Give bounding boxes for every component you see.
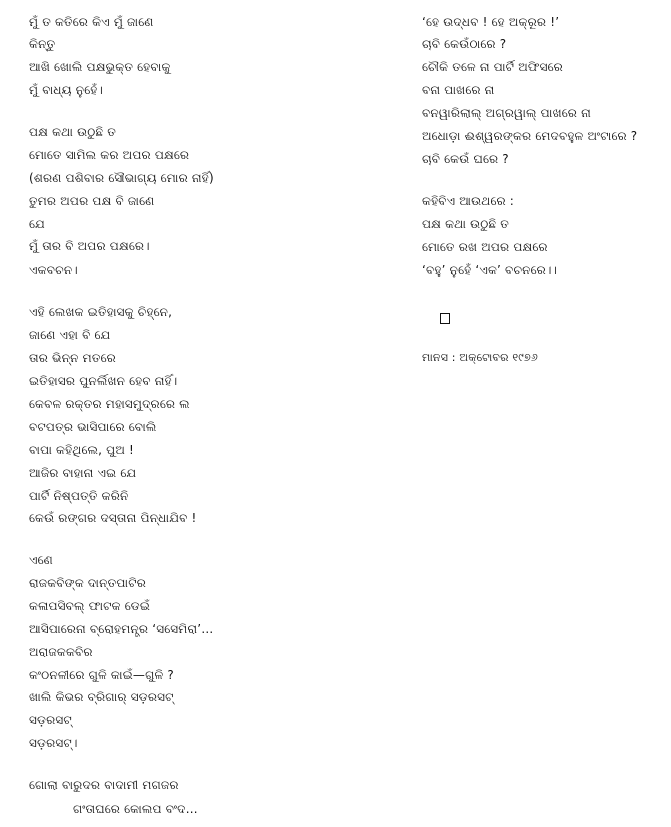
poem-left-line-3: ଆଖି ଖୋଲି ପକ୍ଷଭୁକ୍ତ ହେବାକୁ bbox=[29, 60, 171, 74]
poem-left-line-5: ପକ୍ଷ କଥା ଉଠୁଛି ତ bbox=[29, 125, 117, 139]
poem-left-line-23: ରାଜକବିଙ୍କ ଦାନ୍ତପାଟିର bbox=[29, 576, 147, 590]
poem-left-line-1: ମୁଁ ତ କତିରେ କିଏ ମୁଁ ଜାଣେ bbox=[29, 15, 154, 29]
poem-right-line-2: ଚାବି କେଉଁଠାରେ ? bbox=[422, 37, 507, 51]
poem-left-line-31: ଗୋଲା ବାରୁଦର ବାଦାମୀ ମଗଜର bbox=[29, 778, 179, 792]
poem-left-line-9: ଯେ bbox=[29, 217, 45, 231]
poem-right-line-9: ପକ୍ଷ କଥା ଉଠୁଛି ତ bbox=[422, 217, 510, 231]
poem-left-line-10: ମୁଁ ତାର ବି ଅପର ପକ୍ଷରେ। bbox=[29, 239, 150, 253]
poem-left-line-25: ଆସିପାରେନା ବ୍ରୋହମନ୍ତ୍ର ‘ସସେମିରା’… bbox=[29, 622, 214, 636]
end-mark-box bbox=[440, 313, 450, 324]
poem-left-line-22: ଏଣେ bbox=[29, 553, 53, 567]
poem-left-line-16: କେବଳ ରକ୍ତର ମହାସମୁଦ୍ରରେ ଲ bbox=[29, 397, 190, 411]
poem-left-line-4: ମୁଁ ବାଧ୍ୟ ନୁହେଁ। bbox=[29, 83, 104, 97]
poem-left-line-24: କଳାପସିବଲ୍ ଫାଟକ ଡେଇଁ bbox=[29, 599, 151, 613]
poem-left-line-6: ମୋତେ ସାମିଲ କର ଅପର ପକ୍ଷରେ bbox=[29, 148, 190, 162]
poem-left-line-32: ଗଂତାଘରେ କୋଲପ ବଂଦ… bbox=[73, 802, 198, 816]
poem-right-line-1: ‘ହେ ଉଦ୍ଧବ ! ହେ ଅକ୍ରୂର !’ bbox=[422, 15, 560, 29]
poem-right-line-10: ମୋତେ ରଖ ଅପର ପକ୍ଷରେ bbox=[422, 240, 548, 254]
poem-left-line-30: ସଡ଼ରସଟ୍। bbox=[29, 736, 78, 750]
poem-left-line-8: ତୁମର ଅପର ପକ୍ଷ ବି ଜାଣେ bbox=[29, 194, 155, 208]
poem-left-line-27: କଂଠନଳୀରେ ଗୁଳି କାଇଁ—ଗୁଳି ? bbox=[29, 668, 174, 682]
poem-left-line-11: ଏକବଚନ। bbox=[29, 263, 78, 277]
poem-right-line-6: ଅଧୋଡ଼ା ଈଶ୍ୱରଙ୍କର ମେଦବହୁଳ ଅଂଟାରେ ? bbox=[422, 129, 638, 143]
poem-left-line-12: ଏହି ଲେଖକ ଇତିହାସକୁ ଚିହ୍ନେ, bbox=[29, 305, 173, 319]
poem-left-line-17: ବଟପତ୍ର ଭାସିପାରେ ବୋଲି bbox=[29, 420, 157, 434]
poem-left-line-2: କିନ୍ତୁ bbox=[29, 37, 56, 51]
poem-left-line-7: (ଶରଣ ପଶିବାର ସୌଭାଗ୍ୟ ମୋର ନାହିଁ) bbox=[29, 171, 214, 185]
poem-left-line-26: ଅରାଜକକବିର bbox=[29, 645, 93, 659]
poem-left-line-19: ଆଜିର ବାହାନା ଏଇ ଯେ bbox=[29, 466, 137, 480]
poem-right-line-11: ‘ବହୁ’ ନୁହେଁ ‘ଏକ’ ବଚନରେ।। bbox=[422, 263, 558, 277]
poem-left-line-20: ପାର୍ଟି ନିଷ୍ପତ୍ତି କରିନି bbox=[29, 489, 129, 503]
poem-right-line-4: ବନା ପାଖରେ ନା bbox=[422, 83, 495, 97]
signature-line: ମାନସ : ଅକ୍ଟୋବର ୧୯୭୬ bbox=[422, 351, 539, 364]
poem-right-line-8: କହିବିଏ ଆଉଥରେ : bbox=[422, 194, 515, 208]
poem-left-line-14: ତାର ଭିନ୍ନ ମତରେ bbox=[29, 351, 116, 365]
poem-left-line-29: ସଡ଼ରସଟ୍ bbox=[29, 713, 72, 727]
poem-left-line-21: କେଉଁ ରଙ୍ଗର ଦସ୍ତାନା ପିନ୍ଧାଯିବ ! bbox=[29, 511, 197, 525]
poem-left-line-18: ବାପା କହିଥିଲେ, ପୁଅ ! bbox=[29, 443, 135, 457]
poem-right-line-5: ବନୱାରିଲାଲ୍ ଅଗ୍ରୱାଲ୍ ପାଖରେ ନା bbox=[422, 106, 591, 120]
poem-right-line-7: ଚାବି କେଉଁ ଘରେ ? bbox=[422, 152, 509, 166]
poem-left-line-13: ଜାଣେ ଏହା ବି ଯେ bbox=[29, 328, 111, 342]
poem-right-line-3: ଚୌକି ତଳେ ନା ପାର୍ଟି ଅଫିସରେ bbox=[422, 60, 563, 74]
poem-left-line-28: ଖାଲି କିଭର ବ୍ରିଗାର୍ ସଡ଼ରସଟ୍ bbox=[29, 690, 174, 704]
poem-left-line-15: ଇତିହାସର ପୁନର୍ଲିଖନ ହେବ ନାହିଁ। bbox=[29, 374, 178, 388]
